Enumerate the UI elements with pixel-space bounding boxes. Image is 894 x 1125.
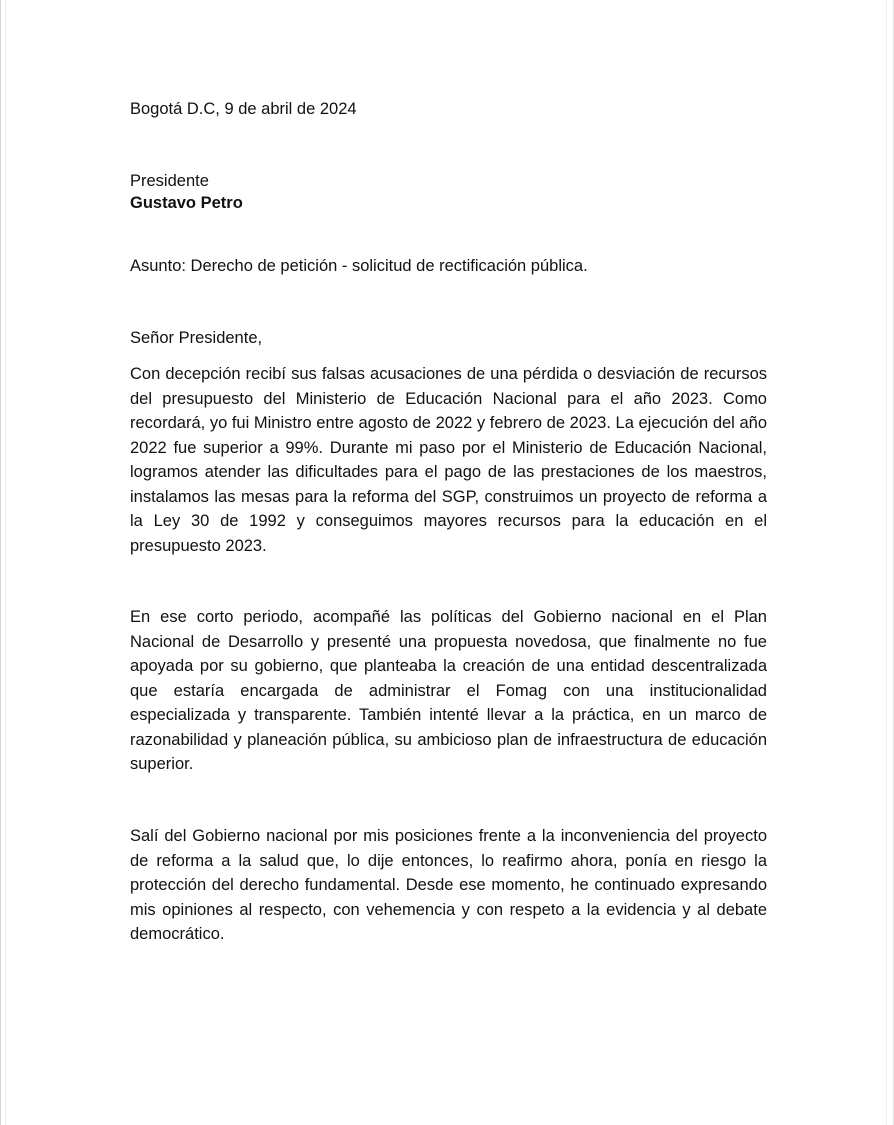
page-edge-left: [5, 0, 6, 1125]
recipient-role: Presidente: [130, 172, 209, 190]
page-edge-right: [886, 0, 887, 1125]
subject-line: Asunto: Derecho de petición - solicitud de rectificación pública.: [130, 257, 588, 275]
recipient-name: Gustavo Petro: [130, 194, 243, 212]
body-paragraph-3: Salí del Gobierno nacional por mis posiciones frente a la inconveniencia del proyecto de reforma a la salud que, lo dije entonces, lo reafirmo ahora, ponía en riesgo la protección del derecho fundamental. Desde ese momento, he continuado expresando mis opiniones al respecto, con vehemencia y con respeto a la evidencia y al debate democrático.: [130, 827, 767, 943]
body-paragraph-1: Con decepción recibí sus falsas acusaciones de una pérdida o desviación de recursos del presupuesto del Ministerio de Educación Nacional para el año 2023. Como recordará, yo fui Ministro entre agosto de 2022 y febrero de 2023. La ejecución del año 2022 fue superior a 99%. Durante mi paso por el Ministerio de Educación Nacional, logramos atender las dificultades para el pago de las prestaciones de los maestros, instalamos las mesas para la reforma del SGP, construimos un proyecto de reforma a la Ley 30 de 1992 y conseguimos mayores recursos para la educación en el presupuesto 2023.: [130, 365, 767, 555]
body-paragraph-2: En ese corto periodo, acompañé las políticas del Gobierno nacional en el Plan Nacional de Desarrollo y presenté una propuesta novedosa, que finalmente no fue apoyada por su gobierno, que planteaba la creación de una entidad descentralizada que estaría encargada de administrar el Fomag con una institucionalidad especializada y transparente. También intenté llevar a la práctica, en un marco de razonabilidad y planeación pública, su ambicioso plan de infraestructura de educación superior.: [130, 608, 767, 773]
date-line: Bogotá D.C, 9 de abril de 2024: [130, 100, 357, 118]
salutation: Señor Presidente,: [130, 329, 263, 347]
